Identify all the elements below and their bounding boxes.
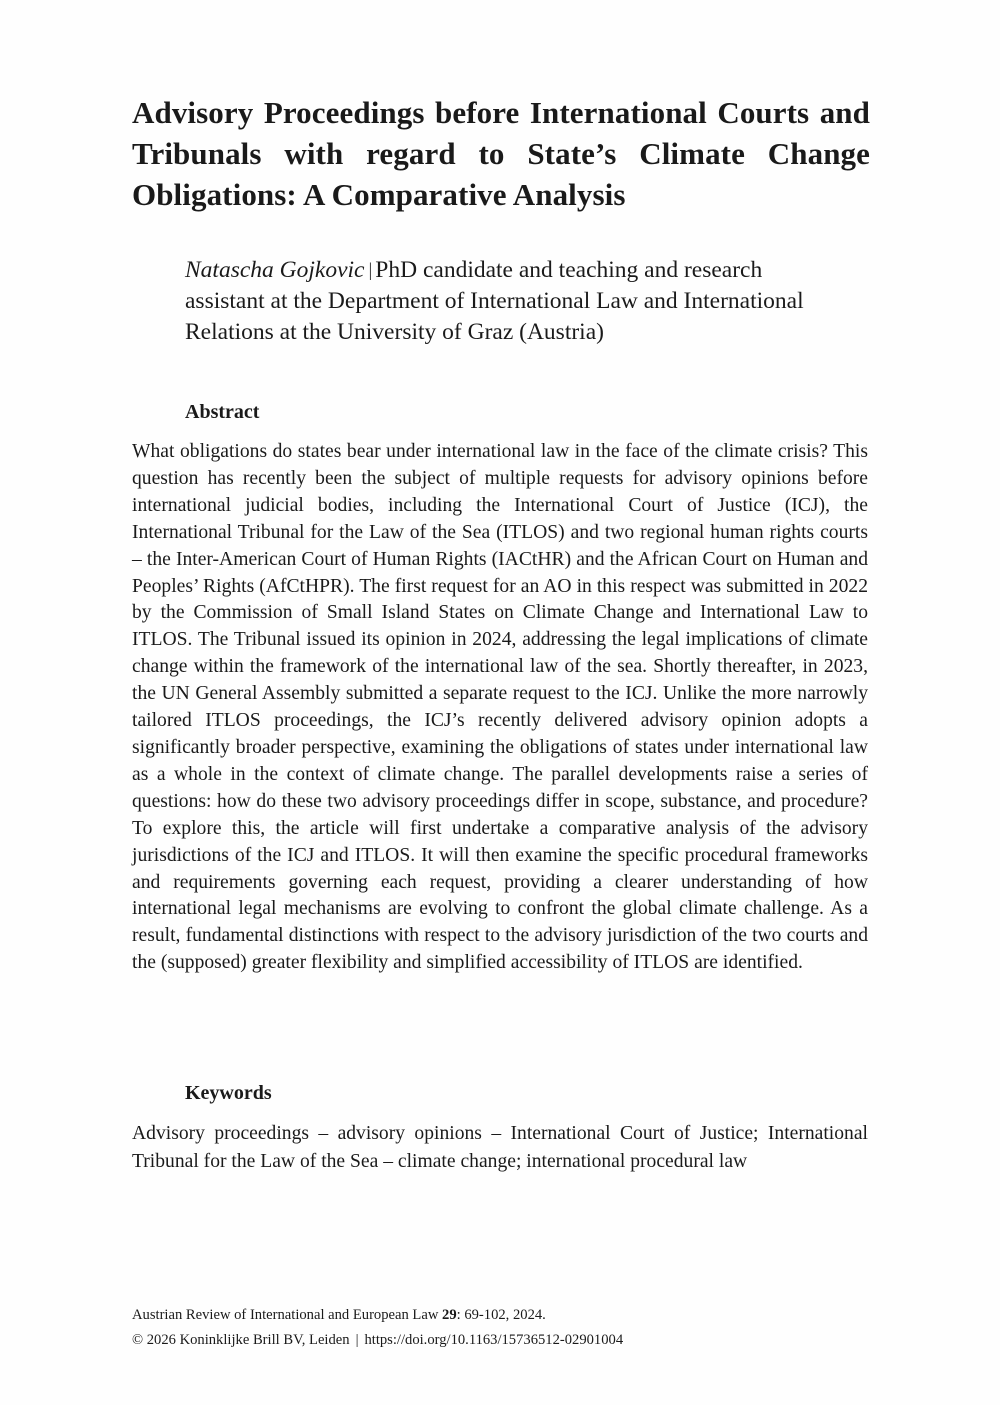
page-footer [132, 1303, 872, 1353]
doi-link[interactable]: https://doi.org/10.1163/15736512-02901004 [364, 1332, 624, 1348]
copyright-line [132, 1328, 872, 1353]
journal-name: Austrian Review of International and European Law [132, 1307, 439, 1323]
footer-separator: | [355, 1332, 359, 1348]
journal-volume: 29 [442, 1307, 457, 1323]
keywords-text: Advisory proceedings – advisory opinions – International Court of Justice; International Tribunal for the Law of the Sea – climate change; international procedural law [132, 1123, 868, 1172]
author-separator: | [368, 260, 373, 281]
abstract-text: What obligations do states bear under international law in the face of the climate crisis? This question has recently been the subject of multiple requests for advisory opinions before international judicial bodies, including the International Court of Justice (ICJ), the International Tribunal for the Law of the Sea (ITLOS) and two regional human rights courts – the Inter-American Court of Human Rights (IACtHR) and the African Court on Human and Peoples’ Rights (AfCtHPR). The first request for an AO in this respect was submitted in 2022 by the Commission of Small Island States on Climate Change and International Law to ITLOS. The Tribunal issued its opinion in 2024, addressing the legal implications of climate change within the framework of the international law of the sea. Shortly thereafter, in 2023, the UN General Assembly submitted a separate request to the ICJ. Unlike the more narrowly tailored ITLOS proceedings, the ICJ’s recently delivered advisory opinion adopts a significantly broader perspective, examining the obligations of states under international law as a whole in the context of climate change. The parallel developments raise a series of questions: how do these two advisory proceedings differ in scope, substance, and procedure? To explore this, the article will first undertake a comparative analysis of the advisory jurisdictions of the ICJ and ITLOS. It will then examine the specific procedural frameworks and requirements governing each request, providing a clearer understanding of how international legal mechanisms are evolving to confront the global climate challenge. As a result, fundamental distinctions with respect to the advisory jurisdiction of the two courts and the (supposed) greater flexibility and simplified accessibility of ITLOS are identified. [132, 441, 868, 974]
journal-pages: : 69-102, 2024. [456, 1307, 546, 1323]
abstract-heading: Abstract [185, 401, 260, 423]
article-title: Advisory Proceedings before International Courts and Tribunals with regard to State’s Climate Change Obligations: A Comparative Analysis [132, 95, 870, 212]
author-name: Natascha Gojkovic [185, 257, 365, 283]
journal-citation [132, 1303, 872, 1328]
copyright-notice: © 2026 Koninklijke Brill BV, Leiden [132, 1332, 350, 1348]
author-block [185, 255, 825, 348]
keywords-heading: Keywords [185, 1082, 272, 1104]
author-affiliation: PhD candidate and teaching and research assistant at the Department of International Law and International Relations at the University of Graz (Austria) [185, 257, 804, 345]
